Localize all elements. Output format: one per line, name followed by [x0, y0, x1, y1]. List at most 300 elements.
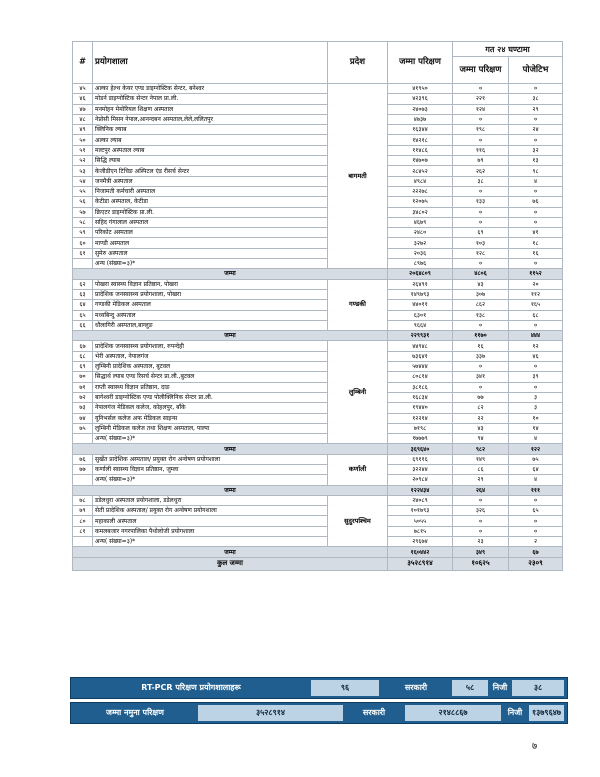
total-tests: ८०८१४: [388, 372, 453, 382]
last24-tests: ०: [453, 114, 509, 124]
last24-positive: २०: [509, 279, 563, 289]
last24-tests: १०३: [453, 238, 509, 248]
lab-name: नेप्रोसी मिसन नेपाल,आनन्दबन अस्पताल,लेले,ललितपुर: [93, 114, 328, 124]
total-tests: २२२७८: [388, 186, 453, 196]
total-tests: २४०८९: [388, 495, 453, 505]
row-number: ५५: [73, 186, 93, 196]
table-row: [73, 248, 563, 258]
table-row: [73, 259, 563, 269]
total-tests: १४७०७: [388, 156, 453, 166]
last24-positive: २९: [509, 104, 563, 114]
table-row: [73, 495, 563, 505]
total-tests: १२०७५: [388, 197, 453, 207]
row-number: ७३: [73, 403, 93, 413]
lab-name: कर्णाली स्वास्थ्य विज्ञान प्रतिष्ठान, जुम्ला: [93, 464, 328, 474]
table-row: [73, 351, 563, 361]
last24-positive: १२: [509, 341, 563, 351]
total-tests: २०९८४: [388, 475, 453, 485]
total-tests: ५०५५: [388, 516, 453, 526]
row-number: ५७: [73, 207, 93, 217]
subtotal-value: ४४४: [509, 331, 563, 341]
last24-positive: १६: [509, 248, 563, 258]
table-row: [73, 207, 563, 217]
last24-tests: ०: [453, 135, 509, 145]
last24-tests: ०: [453, 320, 509, 330]
total-tests: १९४४०: [388, 403, 453, 413]
gov-sample-value: २१४८८६७: [405, 705, 501, 721]
total-tests: १०१७९३: [388, 506, 453, 516]
table-row: [73, 403, 563, 413]
col-positive-header: पोजेटिभ: [509, 57, 563, 84]
table-row: [73, 156, 563, 166]
table-row: [73, 454, 563, 464]
table-row: [73, 125, 563, 135]
last24-tests: ७९: [453, 156, 509, 166]
table-row: [73, 104, 563, 114]
row-number: ६३: [73, 289, 93, 299]
table-row: [73, 300, 563, 310]
total-tests: ४६७९: [388, 217, 453, 227]
last24-positive: ६४: [509, 464, 563, 474]
total-tests: ४९८४: [388, 176, 453, 186]
last24-tests: १२८: [453, 248, 509, 258]
last24-positive: ०: [509, 186, 563, 196]
last24-positive: १४: [509, 423, 563, 433]
lab-name: मल्टपुर अस्पताल ल्याब: [93, 145, 328, 155]
table-row: [73, 516, 563, 526]
total-tests: ४४९४८: [388, 341, 453, 351]
table-row: [73, 310, 563, 320]
lab-name: जनमैत्री अस्पताल: [93, 176, 328, 186]
pvt-sample-label: निजी: [507, 708, 523, 717]
row-number: ६४: [73, 300, 93, 310]
subtotal-label: जम्मा: [73, 269, 388, 279]
total-tests: २६४९१: [388, 279, 453, 289]
lab-name: महाकाली अस्पताल: [93, 516, 328, 526]
last24-positive: ०: [509, 259, 563, 269]
table-row: [73, 392, 563, 402]
last24-positive: ०: [509, 207, 563, 217]
last24-positive: ३: [509, 392, 563, 402]
subtotal-value: १२२: [509, 444, 563, 454]
table-row: [73, 475, 563, 485]
total-tests: ९६६४: [388, 320, 453, 330]
row-number: ७८: [73, 495, 93, 505]
pvt-lab-label: निजी: [492, 683, 508, 692]
subtotal-value: ११७०: [453, 331, 509, 341]
table-row: [73, 228, 563, 238]
lab-name: अल्का हेल्थ केयर एण्ड डाइग्नोस्टिक सेन्टर, बनेश्वर: [93, 84, 328, 94]
lab-name: अन्य( संख्या=३)*: [93, 434, 328, 444]
lab-count-banner: [70, 677, 568, 699]
total-tests: १४९७९३: [388, 289, 453, 299]
lab-name: नेपालगंज मेडिकल कलेज, कोहलपुर, बाँके: [93, 403, 328, 413]
total-tests: ४१९५०: [388, 84, 453, 94]
subtotal-value: २०६४८०९: [388, 269, 453, 279]
province-cell: सुदुरपश्चिम: [328, 495, 388, 546]
last24-tests: ०: [453, 495, 509, 505]
lab-name: प्रादेशिक जनस्वास्थ्य प्रयोगशाला, रुपन्देही: [93, 341, 328, 351]
subtotal-label: जम्मा: [73, 444, 388, 454]
last24-tests: २३: [453, 537, 509, 547]
row-number: ५८: [73, 217, 93, 227]
sample-test-label: जम्मा नमुना परिक्षण: [106, 708, 164, 717]
last24-tests: ०: [453, 217, 509, 227]
last24-tests: ९४: [453, 434, 509, 444]
lab-name: परिकोट अस्पताल: [93, 228, 328, 238]
last24-tests: २२: [453, 413, 509, 423]
lab-name: प्रादेशिक जनस्वास्थ्य प्रयोगशाला, पोखरा: [93, 289, 328, 299]
lab-name: लुम्बिनी मेडिकल कलेज तथा शिक्षण अस्पताल, पाल्पा: [93, 423, 328, 433]
last24-tests: ७७: [453, 392, 509, 402]
last24-positive: ४१: [509, 228, 563, 238]
total-tests: १७७७९: [388, 434, 453, 444]
gov-lab-value: ५८: [452, 680, 488, 696]
lab-name: बागेश्वरी डाइग्नोस्टिक एण्ड पोलीक्लिनिक सेन्टर प्रा.ली.: [93, 392, 328, 402]
lab-count-value: ९६: [311, 680, 379, 696]
row-number: ६१: [73, 248, 93, 258]
row-number: ८०: [73, 516, 93, 526]
last24-positive: ६८: [509, 310, 563, 320]
subtotal-value: १६०४४२: [388, 547, 453, 557]
lab-name: लुम्बिनी प्रादेशिक अस्पताल, बुटवल: [93, 362, 328, 372]
lab-count-label: RT-PCR परिक्षण प्रयोगशालाहरू: [141, 683, 241, 692]
total-tests: ७१९८: [388, 423, 453, 433]
lab-name: धौलागिरी अस्पताल,बाग्लुङ: [93, 320, 328, 330]
subtotal-value: ११५२: [509, 269, 563, 279]
row-number: ५९: [73, 228, 93, 238]
lab-name: सुमेरु अस्पताल: [93, 248, 328, 258]
row-number: ६०: [73, 238, 93, 248]
last24-tests: ८६: [453, 464, 509, 474]
row-number: [73, 475, 93, 485]
grand-total-row: [73, 557, 563, 570]
last24-positive: ४: [509, 475, 563, 485]
province-cell: गण्डकी: [328, 279, 388, 330]
last24-positive: ०: [509, 135, 563, 145]
row-number: ५६: [73, 197, 93, 207]
col-total-header: जम्मा परिक्षण: [388, 42, 453, 84]
last24-positive: ३२: [509, 145, 563, 155]
row-number: ५१: [73, 145, 93, 155]
province-cell: कर्णाली: [328, 454, 388, 485]
last24-positive: १३: [509, 156, 563, 166]
table-row: [73, 423, 563, 433]
last24-tests: ०: [453, 526, 509, 536]
lab-name: डडेलधुरा अस्पताल प्रयोगशाला, डडेलधुरा: [93, 495, 328, 505]
subtotal-row: [73, 331, 563, 341]
last24-tests: ०: [453, 259, 509, 269]
row-number: ६५: [73, 310, 93, 320]
lab-name: निजामती कर्मचारी अस्पताल: [93, 186, 328, 196]
pvt-lab-value: ३८: [512, 680, 564, 696]
lab-name: गण्डकी मेडिकल अस्पताल: [93, 300, 328, 310]
subtotal-value: ९८२: [453, 444, 509, 454]
lab-name: मध्यबिन्दु अस्पताल: [93, 310, 328, 320]
total-tests: ३२७२: [388, 238, 453, 248]
row-number: ६९: [73, 362, 93, 372]
subtotal-value: ४८०६: [453, 269, 509, 279]
grand-total-label: कुल जम्मा: [73, 557, 388, 570]
last24-tests: १२४: [453, 104, 509, 114]
subtotal-label: जम्मा: [73, 485, 388, 495]
lab-name: क्लिनिक ल्याब: [93, 125, 328, 135]
last24-positive: १६५: [509, 300, 563, 310]
row-number: ६२: [73, 279, 93, 289]
total-tests: ७३६४१: [388, 351, 453, 361]
last24-tests: ०: [453, 186, 509, 196]
total-tests: ६९११६: [388, 454, 453, 464]
table-row: [73, 186, 563, 196]
last24-tests: ८६२: [453, 300, 509, 310]
gov-lab-label: सरकारी: [404, 683, 428, 692]
last24-positive: ११२: [509, 289, 563, 299]
table-row: [73, 289, 563, 299]
total-tests: २९६७४: [388, 537, 453, 547]
last24-positive: ०: [509, 320, 563, 330]
lab-name: सहिद गंगालाल अस्पताल: [93, 217, 328, 227]
last24-tests: १३८: [453, 310, 509, 320]
table-row: [73, 176, 563, 186]
subtotal-label: जम्मा: [73, 331, 388, 341]
lab-name: सिद्धि ल्याब: [93, 156, 328, 166]
lab-name: केजीडीएन टिचिङ अस्पिटल एंड रीसर्च सेन्टर: [93, 166, 328, 176]
row-number: ६६: [73, 320, 93, 330]
table-row: [73, 382, 563, 392]
last24-tests: २६२: [453, 166, 509, 176]
lab-name: सिद्धार्थ ल्याब एण्ड रिसर्च सेन्टर प्रा.ली.,बुटवल: [93, 372, 328, 382]
subtotal-value: २२९९३१: [388, 331, 453, 341]
row-number: ६७: [73, 341, 93, 351]
last24-positive: ३८: [509, 94, 563, 104]
total-tests: १६३४४: [388, 125, 453, 135]
lab-name: कमलबजार नगरपालिका पैथोलोजी प्रयोगशाला: [93, 526, 328, 536]
lab-test-table: [72, 41, 563, 571]
lab-name: अन्य( संख्या=३)*: [93, 475, 328, 485]
gov-sample-label: सरकारी: [362, 708, 386, 717]
lab-name: अल्का ल्याब: [93, 135, 328, 145]
row-number: ७७: [73, 464, 93, 474]
last24-tests: ३२६: [453, 506, 509, 516]
total-tests: ३४८०२: [388, 207, 453, 217]
lab-name: भेरी अस्पताल, नेपालगंज: [93, 351, 328, 361]
province-cell: बागमती: [328, 84, 388, 269]
last24-tests: २९: [453, 475, 509, 485]
last24-tests: ०: [453, 382, 509, 392]
last24-tests: ३०७: [453, 289, 509, 299]
last24-positive: ४६: [509, 351, 563, 361]
row-number: ४७: [73, 104, 93, 114]
last24-tests: ४३: [453, 279, 509, 289]
row-number: ७६: [73, 454, 93, 464]
lab-name: सेती प्रादेशिक अस्पताल/ प्रयुक्त रोग अन्वेषण प्रयोगशाला: [93, 506, 328, 516]
table-row: [73, 238, 563, 248]
subtotal-row: [73, 485, 563, 495]
table-row: [73, 464, 563, 474]
last24-tests: ०: [453, 207, 509, 217]
total-tests: ५७४४४: [388, 362, 453, 372]
col-lab-header: प्रयोगशाला: [93, 42, 328, 84]
subtotal-row: [73, 444, 563, 454]
last24-positive: ३: [509, 403, 563, 413]
table-row: [73, 166, 563, 176]
pvt-sample-value: १३७९६४७: [529, 705, 564, 721]
row-number: ५२: [73, 156, 93, 166]
last24-positive: १०: [509, 413, 563, 423]
row-number: ७१: [73, 382, 93, 392]
last24-positive: ०: [509, 382, 563, 392]
last24-tests: ३८: [453, 176, 509, 186]
row-number: [73, 537, 93, 547]
total-tests: ३२२४४: [388, 464, 453, 474]
table-row: [73, 320, 563, 330]
last24-positive: ४: [509, 176, 563, 186]
table-row: [73, 114, 563, 124]
col-province-header: प्रदेश: [328, 42, 388, 84]
last24-positive: ०: [509, 84, 563, 94]
row-number: ७९: [73, 506, 93, 516]
total-tests: ३८१८६: [388, 382, 453, 392]
last24-positive: २४: [509, 125, 563, 135]
total-tests: ७८१५: [388, 526, 453, 536]
row-number: ४५: [73, 84, 93, 94]
row-number: ८१: [73, 526, 93, 536]
row-number: ६८: [73, 351, 93, 361]
col-last24-header: गत २४ घण्टामा: [453, 42, 563, 57]
table-row: [73, 341, 563, 351]
subtotal-value: ३४९: [453, 547, 509, 557]
total-tests: १६८३४: [388, 392, 453, 402]
last24-tests: ६९: [453, 228, 509, 238]
last24-positive: ०: [509, 526, 563, 536]
sample-test-banner: [70, 702, 568, 724]
last24-positive: ७६: [509, 197, 563, 207]
total-tests: २०३६: [388, 248, 453, 258]
last24-positive: ६५: [509, 506, 563, 516]
table-row: [73, 526, 563, 536]
total-tests: १२२१४: [388, 413, 453, 423]
total-tests: २४८०: [388, 228, 453, 238]
last24-positive: ४: [509, 434, 563, 444]
col-num-header: #: [73, 42, 93, 84]
last24-positive: ०: [509, 495, 563, 505]
total-tests: ११४८६: [388, 145, 453, 155]
grand-total-value: १०६२५: [453, 557, 509, 570]
last24-tests: ०: [453, 84, 509, 94]
last24-positive: ०: [509, 516, 563, 526]
lab-name: मोडर्न डाइग्नोस्टिक सेन्टर नेपाल प्रा.ली.: [93, 94, 328, 104]
row-number: ७४: [73, 413, 93, 423]
province-cell: लुम्बिनी: [328, 341, 388, 444]
last24-tests: १९८: [453, 125, 509, 135]
subtotal-value: ६७: [509, 547, 563, 557]
subtotal-value: १२२४३४: [388, 485, 453, 495]
total-tests: ६३०१: [388, 310, 453, 320]
lab-name: पोखरा स्वास्थ्य विज्ञान प्रतिष्ठान, पोखरा: [93, 279, 328, 289]
table-row: [73, 413, 563, 423]
table-row: [73, 506, 563, 516]
row-number: ४९: [73, 125, 93, 135]
sample-test-value: ३५२८९१४: [198, 705, 343, 721]
last24-tests: ४३: [453, 423, 509, 433]
table-row: [73, 94, 563, 104]
subtotal-label: जम्मा: [73, 547, 388, 557]
total-tests: ४७३७: [388, 114, 453, 124]
table-row: [73, 217, 563, 227]
row-number: ५४: [73, 176, 93, 186]
table-row: [73, 537, 563, 547]
table-row: [73, 135, 563, 145]
row-number: ७२: [73, 392, 93, 402]
total-tests: ८९७६: [388, 259, 453, 269]
lab-name: माण्डी अस्पताल: [93, 238, 328, 248]
total-tests: २८४५२: [388, 166, 453, 176]
row-number: ७०: [73, 372, 93, 382]
subtotal-value: १११: [509, 485, 563, 495]
row-number: [73, 434, 93, 444]
col-tests-header: जम्मा परिक्षण: [453, 57, 509, 84]
last24-positive: ९८: [509, 166, 563, 176]
lab-name: केटीडा अस्पताल, केटीडा: [93, 197, 328, 207]
table-row: [73, 434, 563, 444]
subtotal-row: [73, 547, 563, 557]
last24-tests: १६: [453, 341, 509, 351]
subtotal-value: २६४: [453, 485, 509, 495]
lab-name: सुर्खेत प्रादेशिक अस्पताल/ प्रयुक्त रोग अन्वेषण प्रयोगशाला: [93, 454, 328, 464]
last24-positive: १८: [509, 238, 563, 248]
row-number: ४६: [73, 94, 93, 104]
last24-positive: ०: [509, 362, 563, 372]
last24-tests: ३४१: [453, 372, 509, 382]
table-row: [73, 372, 563, 382]
grand-total-value: २३०९: [509, 557, 563, 570]
row-number: [73, 259, 93, 269]
last24-positive: ०: [509, 114, 563, 124]
total-tests: १४२१८: [388, 135, 453, 145]
table-row: [73, 362, 563, 372]
last24-positive: ७५: [509, 454, 563, 464]
last24-tests: २२१: [453, 94, 509, 104]
lab-name: युनिभर्सल कलेज अफ मेडिकल साइन्स: [93, 413, 328, 423]
table-row: [73, 279, 563, 289]
grand-total-value: ३५२८९१४: [388, 557, 453, 570]
total-tests: ४२३९६: [388, 94, 453, 104]
table-row: [73, 197, 563, 207]
last24-positive: ३९: [509, 372, 563, 382]
lab-name: मनमोहन मेमोरियल शिक्षण अस्पताल: [93, 104, 328, 114]
total-tests: ४४०११: [388, 300, 453, 310]
last24-tests: ०: [453, 516, 509, 526]
last24-tests: ११६: [453, 145, 509, 155]
last24-tests: ८२: [453, 403, 509, 413]
table-row: [73, 84, 563, 94]
subtotal-row: [73, 269, 563, 279]
table-row: [73, 145, 563, 155]
row-number: ४८: [73, 114, 93, 124]
last24-tests: १३३: [453, 197, 509, 207]
last24-positive: ०: [509, 217, 563, 227]
lab-name: राप्ती स्वास्थ्य विज्ञान प्रतिष्ठान, दाङ: [93, 382, 328, 392]
lab-name: अन्य( संख्या=३)*: [93, 537, 328, 547]
last24-tests: ३३७: [453, 351, 509, 361]
last24-tests: १४९: [453, 454, 509, 464]
lab-name: क्रिएटर डाइग्नोस्टिक प्रा.ली.: [93, 207, 328, 217]
lab-name: अन्य (संख्या=३)*: [93, 259, 328, 269]
page-number: ७: [532, 741, 538, 752]
last24-tests: ०: [453, 362, 509, 372]
row-number: ५०: [73, 135, 93, 145]
row-number: ७५: [73, 423, 93, 433]
